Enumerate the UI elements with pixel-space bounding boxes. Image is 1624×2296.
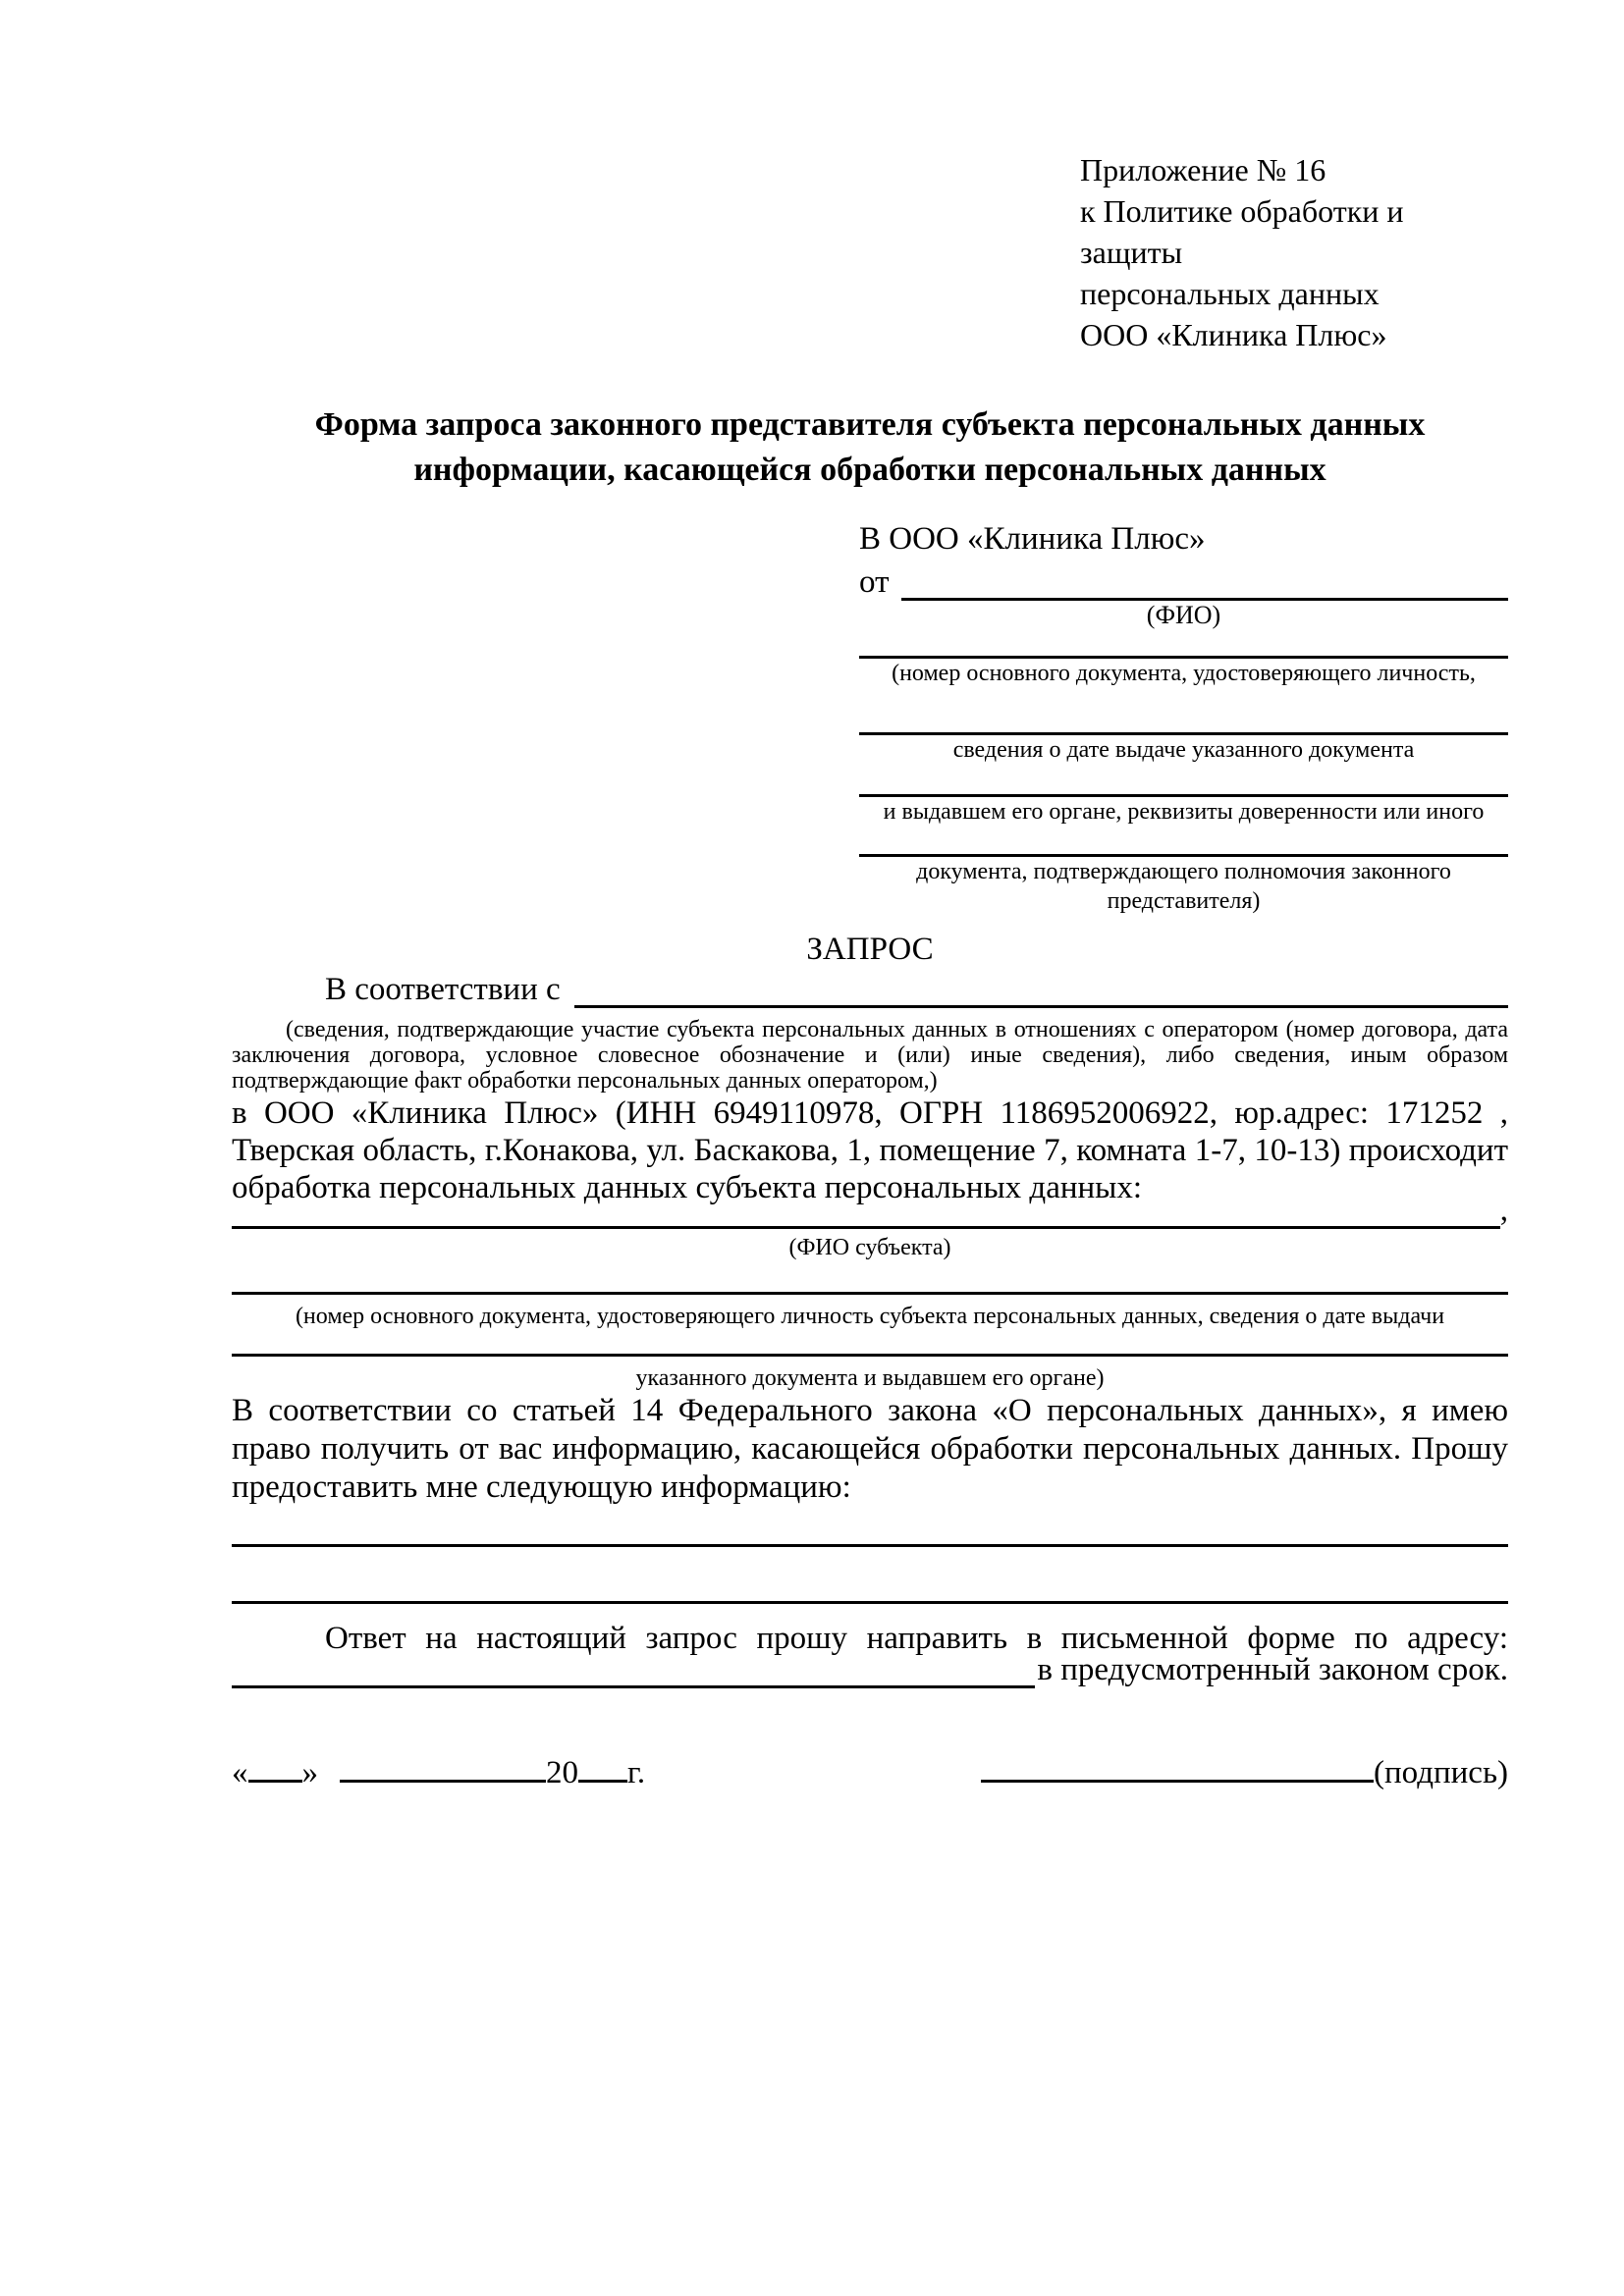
requested-info-fill-line-2 xyxy=(232,1601,1508,1604)
header-line-policy: к Политике обработки и защиты xyxy=(1080,193,1404,270)
requested-info-fill-line-1 xyxy=(232,1544,1508,1547)
date-year-suffix: г. xyxy=(627,1755,646,1790)
intro-label: В соответствии с xyxy=(325,972,561,1007)
from-fill-line xyxy=(901,568,1509,601)
subject-fio-caption: (ФИО субъекта) xyxy=(788,1235,951,1260)
form-title xyxy=(232,402,1508,493)
intro-row xyxy=(232,972,1508,1008)
intro-fill-line xyxy=(574,976,1508,1008)
request-heading: ЗАПРОС xyxy=(806,932,934,967)
date-year-fill-line xyxy=(578,1775,627,1783)
reply-address-fill-line xyxy=(232,1680,1035,1688)
subject-doc-fill-line-2 xyxy=(232,1354,1508,1357)
signature-field xyxy=(981,1753,1508,1792)
date-year-prefix: 20 xyxy=(546,1755,578,1790)
header-line-personal-data: персональных данных xyxy=(1080,276,1380,311)
header-block xyxy=(1080,149,1512,355)
header-line-appendix: Приложение № 16 xyxy=(1080,152,1326,187)
addressee-organization: В ООО «Клиника Плюс» xyxy=(859,521,1206,557)
operator-paragraph: в ООО «Клиника Плюс» (ИНН 6949110978, ОГРН 1186952006922, юр.адрес: 171252 , Тверская область, г.Конакова, ул. Баскакова, 1, помещение 7, комната 1-7, 10-13) происходит обработка персональных данных субъекта персональных данных: xyxy=(232,1095,1508,1205)
subject-doc-fill-line-1 xyxy=(232,1292,1508,1295)
subject-fio-fill-line xyxy=(232,1220,1500,1229)
representative-doc-caption-4: документа, подтверждающего полномочия законного представителя) xyxy=(916,859,1451,914)
reply-paragraph: Ответ на настоящий запрос прошу направить в письменной форме по адресу: xyxy=(325,1621,1508,1656)
date-close-quote: » xyxy=(301,1755,318,1790)
from-row xyxy=(859,565,1508,601)
subject-fio-fill-row xyxy=(232,1194,1508,1229)
representative-doc-caption-2: сведения о дате выдаче указанного документа xyxy=(952,737,1415,763)
subject-line-comma: , xyxy=(1499,1193,1508,1228)
representative-doc-caption-3: и выдавшем его органе, реквизиты доверенности или иного xyxy=(883,799,1485,825)
form-title-line-1: Форма запроса законного представителя субъекта персональных данных xyxy=(314,406,1426,443)
reply-suffix: в предусмотренный законом срок. xyxy=(1037,1652,1508,1687)
signature-caption: (подпись) xyxy=(1374,1755,1508,1790)
representative-doc-caption-1: (номер основного документа, удостоверяющего личность, xyxy=(892,661,1476,686)
signature-fill-line xyxy=(981,1775,1374,1783)
from-label: от xyxy=(859,564,890,600)
subject-doc-caption-2: указанного документа и выдавшем его органе) xyxy=(635,1365,1105,1391)
date-field xyxy=(232,1753,645,1792)
date-month-fill-line xyxy=(340,1775,546,1783)
footer-row xyxy=(232,1753,1508,1792)
subject-doc-caption-1: (номер основного документа, удостоверяющего личность субъекта персональных данных, сведения о дате выдачи xyxy=(295,1304,1445,1329)
reply-address-row xyxy=(232,1651,1508,1688)
date-day-fill-line xyxy=(248,1775,302,1783)
law-paragraph: В соответствии со статьей 14 Федерального закона «О персональных данных», я имею право получить от вас информацию, касающейся обработки персональных данных. Прошу предоставить мне следующую информацию: xyxy=(232,1393,1508,1505)
header-line-organization: ООО «Клиника Плюс» xyxy=(1080,317,1387,352)
fio-caption: (ФИО) xyxy=(1146,601,1221,629)
addressee-block xyxy=(859,520,1508,916)
date-open-quote: « xyxy=(232,1755,248,1790)
form-title-line-2: информации, касающейся обработки персональных данных xyxy=(413,452,1326,488)
intro-caption: (сведения, подтверждающие участие субъекта персональных данных в отношениях с оператором (номер договора, дата заключения договора, условное словесное обозначение и (или) иные сведения), либо сведения, иным образом подтверждающие факт обработки персональных данных оператором,) xyxy=(232,1017,1508,1094)
